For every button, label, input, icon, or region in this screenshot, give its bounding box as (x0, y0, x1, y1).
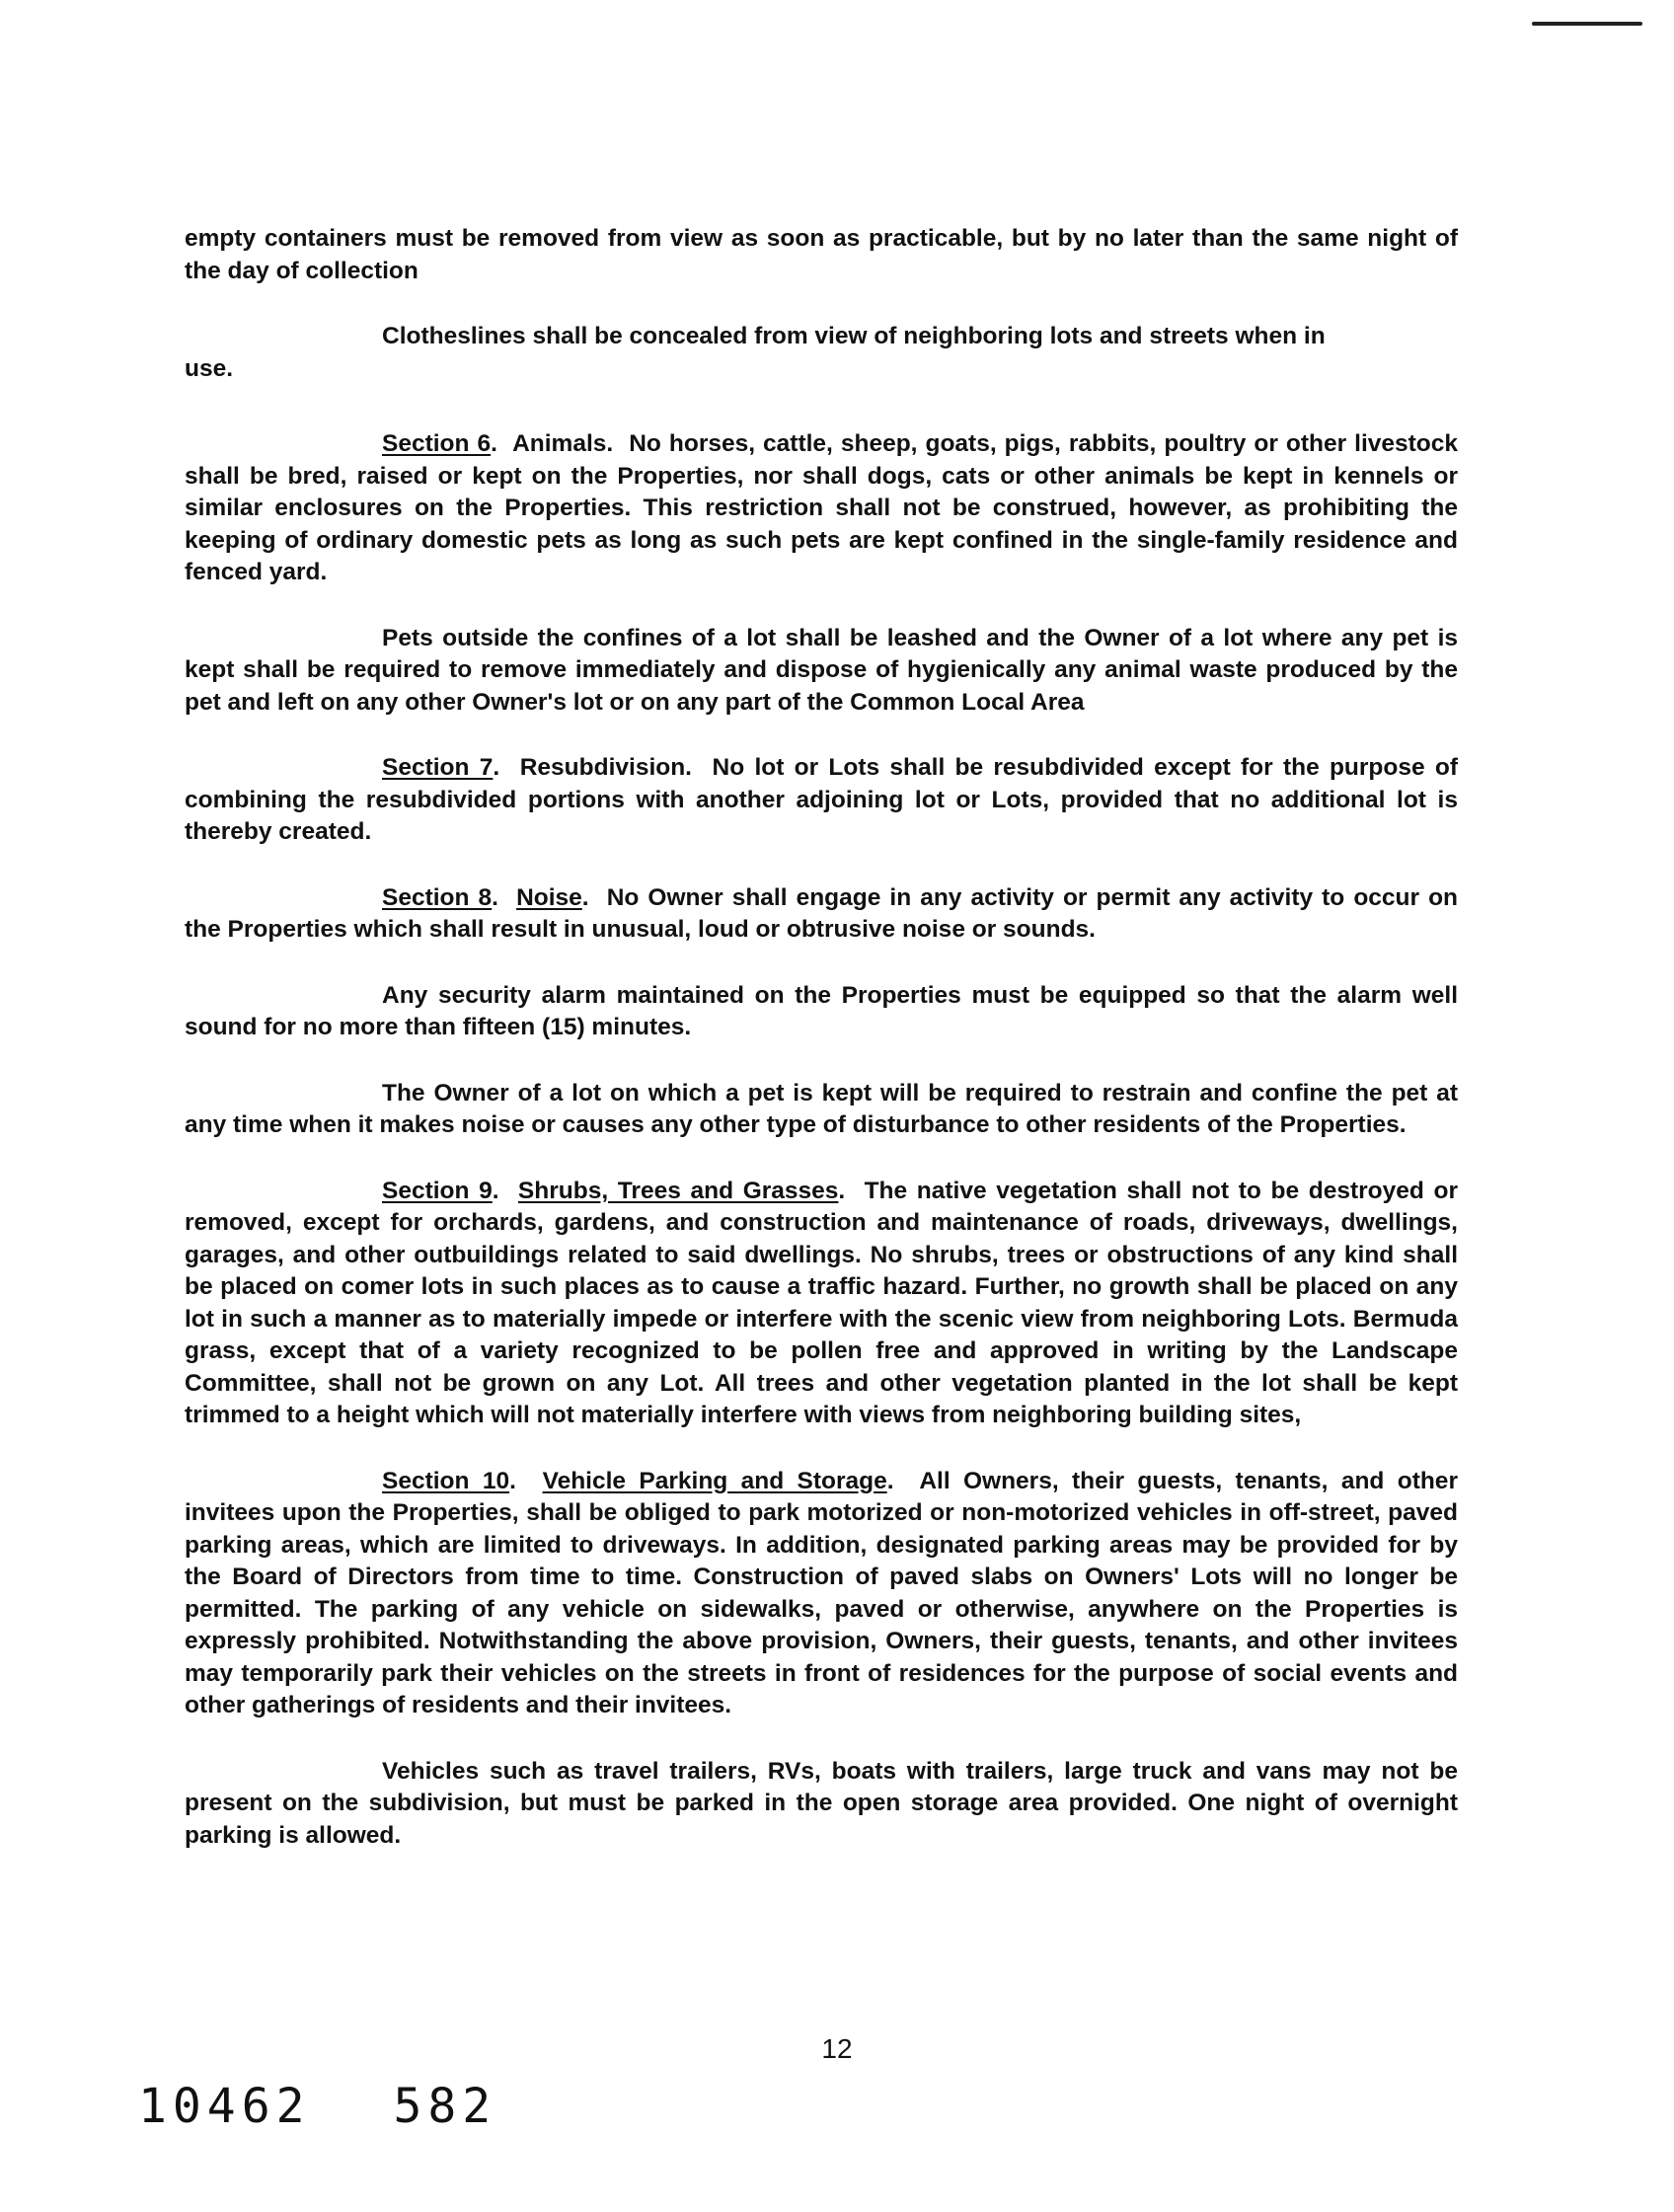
paragraph-pets: Pets outside the confines of a lot shall be leashed and the Owner of a lot where any pet is kept shall be required to remove immediately and dispose of hygienically any animal waste produced by the pet and left on any other Owner's lot or on any part of the Common Local Area (185, 624, 1458, 716)
section-8-noise: Section 8. Noise. No Owner shall engage in any activity or permit any activity to occur on the Properties which shall result in unusual, loud or obtrusive noise or sounds. (185, 883, 1459, 943)
paragraph-containers: empty containers must be removed from view as soon as practicable, but by no later than the same night of the day of collection (185, 225, 1458, 284)
paragraph-clotheslines (185, 321, 1458, 385)
section-10-label: Section 10 (382, 1467, 510, 1494)
section-8-text: No Owner shall engage in any activity or permit any activity to occur on the Properties which shall result in unusual, loud or obtrusive noise or sounds. (185, 883, 1459, 943)
clotheslines-line-end: use. (185, 354, 234, 382)
section-6-label: Section 6 (382, 430, 492, 457)
clotheslines-line: Clotheslines shall be concealed from view of neighboring lots and streets when in (382, 323, 1326, 349)
page-number: 12 (821, 2033, 853, 2064)
section-9-shrubs: Section 9. Shrubs, Trees and Grasses. The native vegetation shall not to be destroyed or removed, except for orchards, gardens, and construction and maintenance of roads, driveways, dwellings, garages, and other outbuildings related to said dwellings. No shrubs, trees or obstructions of any kind shall be placed on comer lots in such places as to cause a traffic hazard. Further, no growth shall be placed on any lot in such a manner as to materially impede or interfere with the scenic view from neighboring Lots. Bermuda grass, except that of a variety recognized to be pollen free and approved in writing by the Landscape Committee, shall not be grown on any Lot. All trees and other vegetation planted in the lot shall be kept trimmed to a height which will not materially interfere with views from neighboring building sites, (185, 1177, 1458, 1428)
section-7-resubdivision: Section 7. Resubdivision. No lot or Lots shall be resubdivided except for the purpose of combining the resubdivided portions with another adjoining lot or Lots, provided that no additional lot is thereby created. (185, 754, 1458, 845)
stamp-book-number: 10462 (138, 2079, 311, 2134)
section-8-label: Section 8 (382, 883, 493, 911)
section-10-heading: Vehicle Parking and Storage (542, 1467, 887, 1494)
section-6-text: No horses, cattle, sheep, goats, pigs, rabbits, poultry or other livestock shall be bred, raised or kept on the Properties, nor shall dogs, cats or other animals be kept in kennels or similar enclosures on the Properties. This restriction shall not be construed, however, as prohibiting the keeping of ordinary domestic pets as long as such pets are kept confined in the single-family residence and fenced yard. (185, 430, 1458, 585)
paragraph-vehicles: Vehicles such as travel trailers, RVs, boats with trailers, large truck and vans may not be present on the subdivision, but must be parked in the open storage area provided. One night of overnight parking is allowed. (185, 1757, 1458, 1849)
section-9-label: Section 9 (382, 1177, 493, 1204)
section-10-parking: Section 10. Vehicle Parking and Storage. All Owners, their guests, tenants, and other invitees upon the Properties, shall be obliged to park motorized or non-motorized vehicles in off-street, paved parking areas, which are limited to driveways. In addition, designated parking areas may be provided for by the Board of Directors from time to time. Construction of paved slabs on Owners' Lots will no longer be permitted. The parking of any vehicle on sidewalks, paved or otherwise, anywhere on the Properties is expressly prohibited. Notwithstanding the above provision, Owners, their guests, tenants, and other invitees may temporarily park their vehicles on the streets in front of residences for the purpose of social events and other gatherings of residents and their invitees. (185, 1467, 1458, 1718)
paragraph-pet-noise: The Owner of a lot on which a pet is kept will be required to restrain and confine the pet at any time when it makes noise or causes any other type of disturbance to other residents of the Properties. (185, 1079, 1458, 1138)
corner-mark (1532, 22, 1642, 26)
section-7-heading: Resubdivision. (519, 754, 692, 781)
paragraph-alarm: Any security alarm maintained on the Properties must be equipped so that the alarm well sound for no more than fifteen (15) minutes. (185, 981, 1458, 1040)
section-6-heading: Animals. (512, 430, 614, 457)
section-9-text: The native vegetation shall not to be destroyed or removed, except for orchards, gardens, and construction and maintenance of roads, driveways, dwellings, garages, and other outbuildings related to said dwellings. No shrubs, trees or obstructions of any kind shall be placed on comer lots in such places as to cause a traffic hazard. Further, no growth shall be placed on any lot in such a manner as to materially impede or interfere with the scenic view from neighboring Lots. Bermuda grass, except that of a variety recognized to be pollen free and approved in writing by the Landscape Committee, shall not be grown on any Lot. All trees and other vegetation planted in the lot shall be kept trimmed to a height which will not materially interfere with views from neighboring building sites, (185, 1177, 1458, 1428)
section-8-heading: Noise (516, 883, 582, 911)
stamp-page-number: 582 (393, 2079, 497, 2134)
section-9-heading: Shrubs, Trees and Grasses (517, 1177, 839, 1204)
recording-stamp (138, 2079, 496, 2134)
section-7-text: No lot or Lots shall be resubdivided except for the purpose of combining the resubdivided portions with another adjoining lot or Lots, provided that no additional lot is thereby created. (185, 754, 1458, 845)
section-10-text: All Owners, their guests, tenants, and other invitees upon the Properties, shall be obliged to park motorized or non-motorized vehicles in off-street, paved parking areas, which are limited to driveways. In addition, designated parking areas may be provided for by the Board of Directors from time to time. Construction of paved slabs on Owners' Lots will no longer be permitted. The parking of any vehicle on sidewalks, paved or otherwise, anywhere on the Properties is expressly prohibited. Notwithstanding the above provision, Owners, their guests, tenants, and other invitees may temporarily park their vehicles on the streets in front of residences for the purpose of social events and other gatherings of residents and their invitees. (185, 1467, 1458, 1718)
document-body (185, 223, 1458, 1885)
section-6-animals: Section 6. Animals. No horses, cattle, sheep, goats, pigs, rabbits, poultry or other livestock shall be bred, raised or kept on the Properties, nor shall dogs, cats or other animals be kept in kennels or similar enclosures on the Properties. This restriction shall not be construed, however, as prohibiting the keeping of ordinary domestic pets as long as such pets are kept confined in the single-family residence and fenced yard. (185, 430, 1458, 585)
section-7-label: Section 7 (382, 754, 494, 781)
